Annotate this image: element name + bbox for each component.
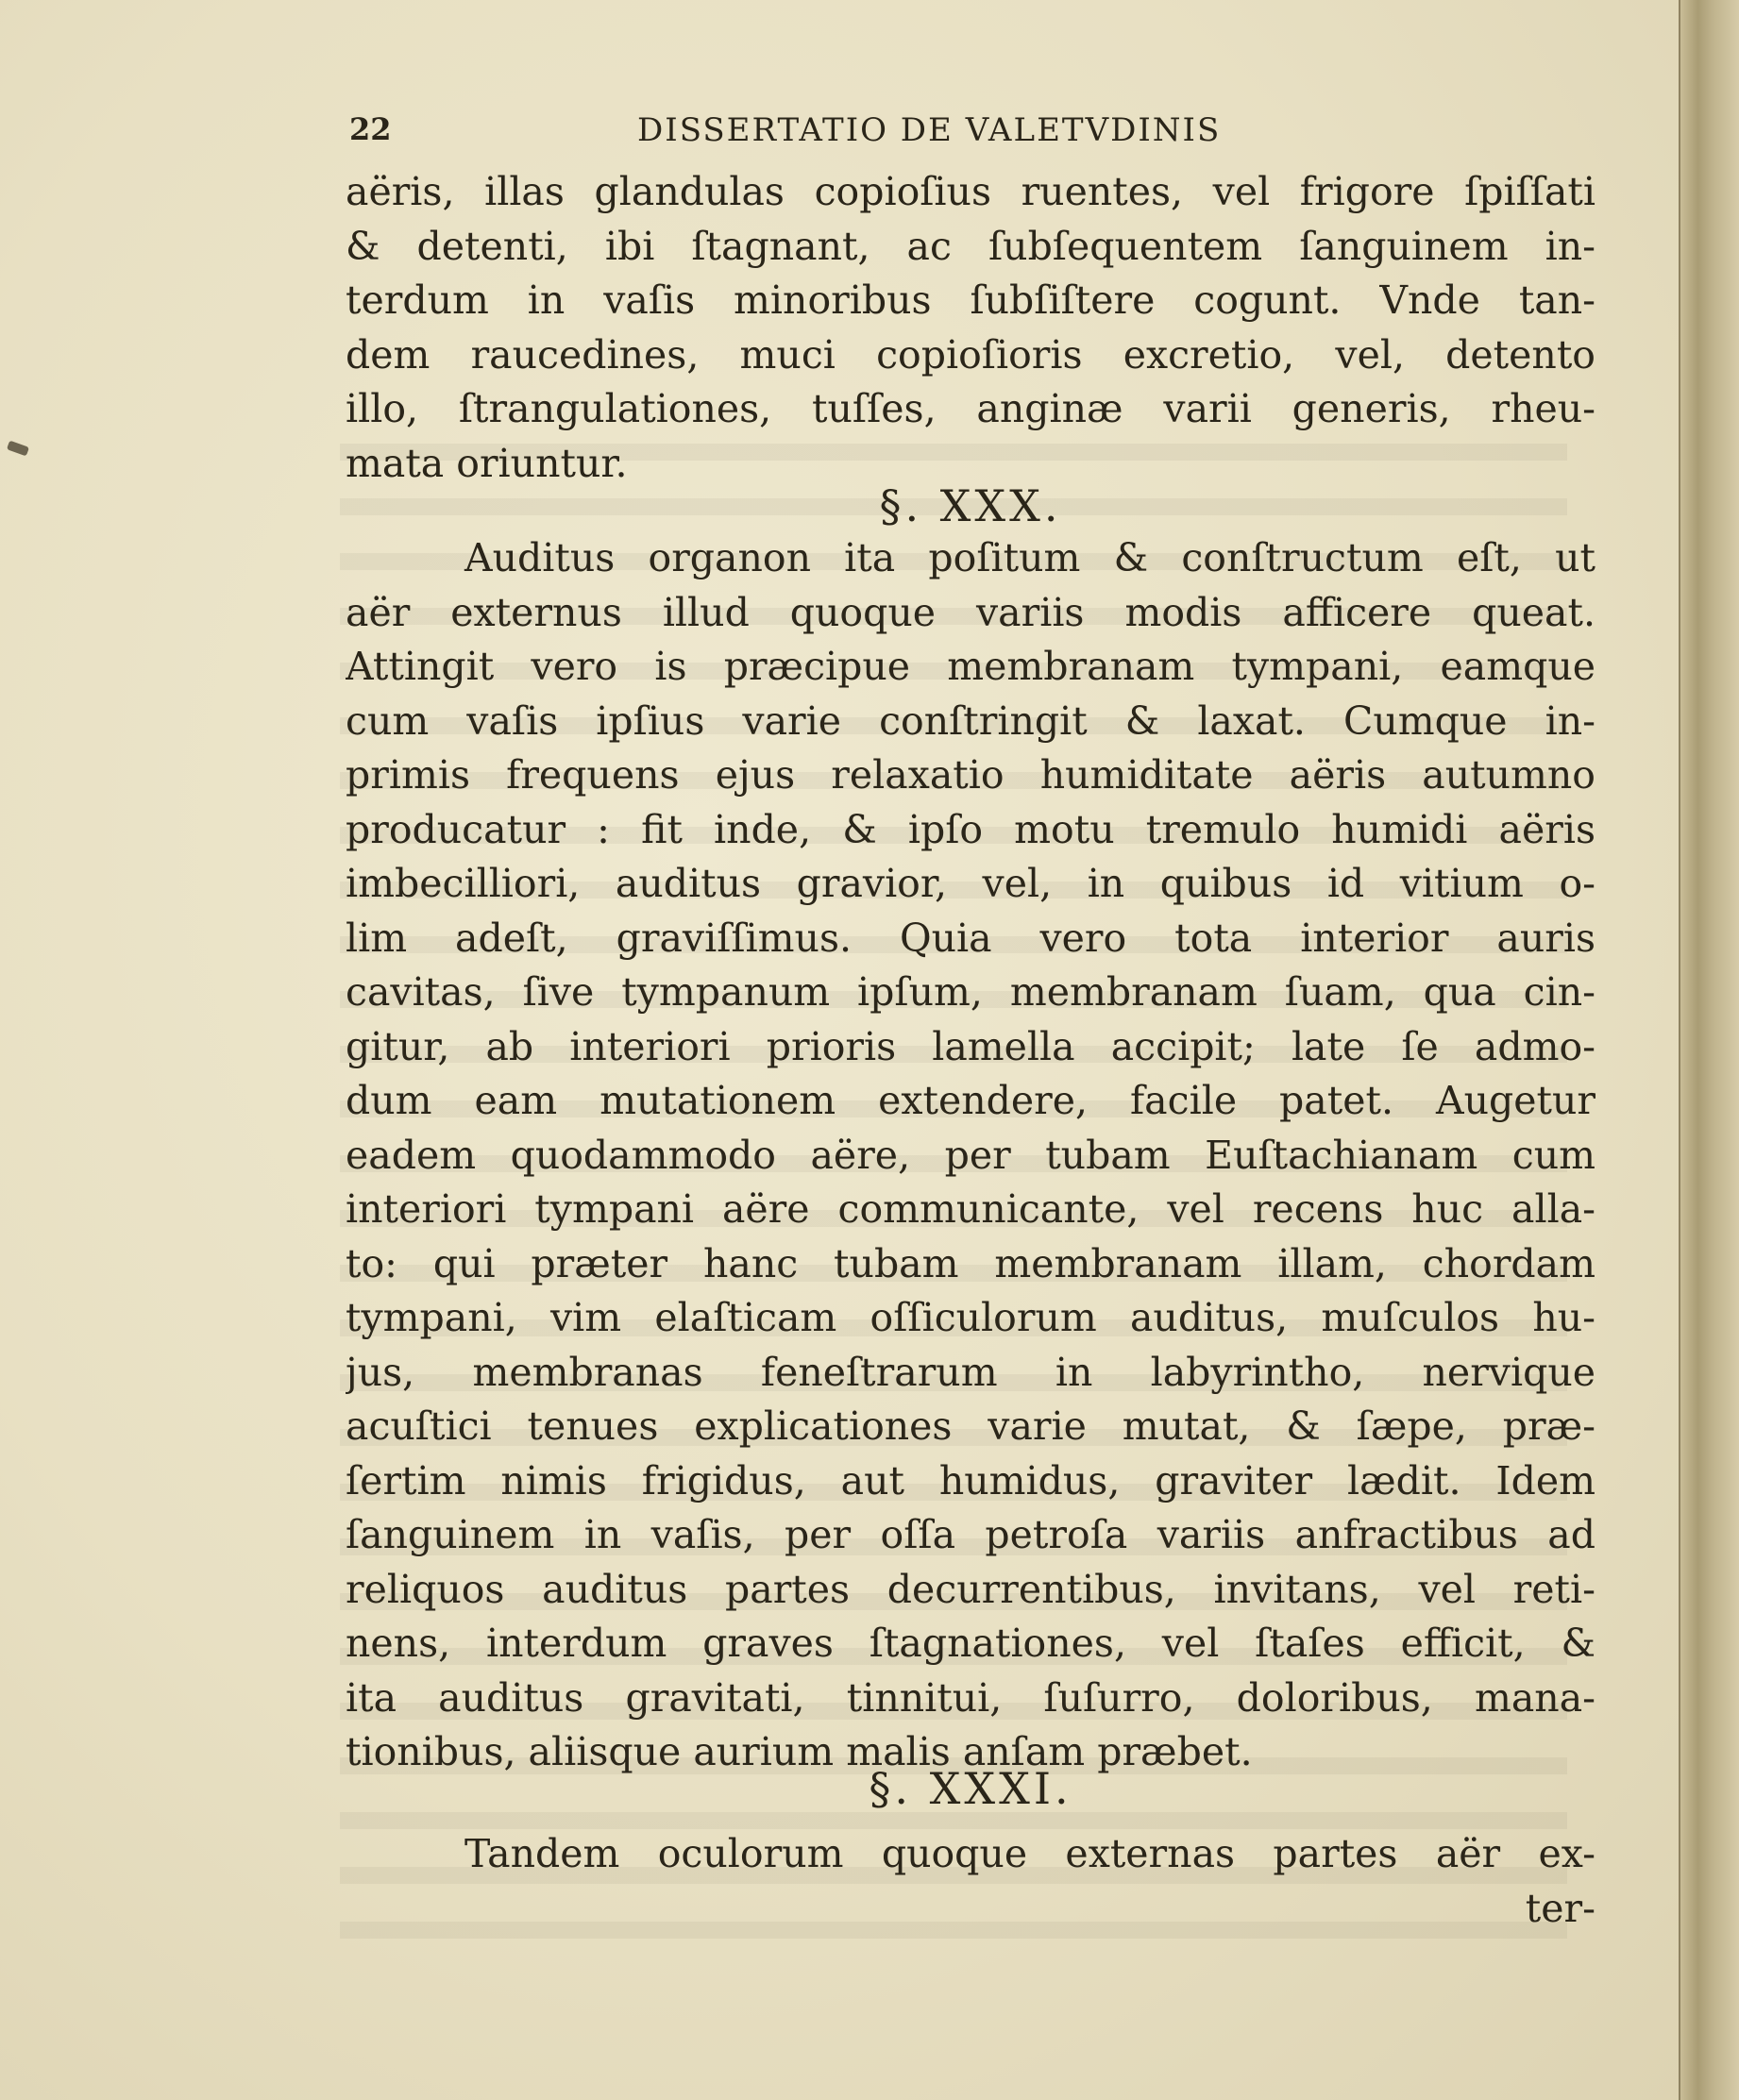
paragraph-continuation [346, 165, 1595, 491]
running-title: DISSERTATIO DE VALETVDINIS [637, 111, 1222, 149]
text-line: dum eam mutationem extendere, facile patet. Augetur [346, 1078, 1595, 1123]
text-line: ita auditus gravitati, tinnitui, ſuſurro, doloribus, mana- [346, 1674, 1595, 1721]
text-line: primis frequens ejus relaxatio humiditate aëris autumno [346, 752, 1595, 798]
text-line: ſertim nimis frigidus, aut humidus, graviter lædit. Idem [346, 1457, 1595, 1504]
text-line: Attingit vero is præcipue membranam tympani, eamque [346, 644, 1595, 689]
text-line: producatur : fit inde, & ipſo motu tremulo humidi aëris [346, 806, 1595, 852]
text-line: imbecilliori, auditus gravior, vel, in quibus id vitium o- [346, 861, 1595, 906]
text-line: aër externus illud quoque variis modis afficere queat. [346, 589, 1595, 635]
text-line: aëris, illas glandulas copioſius ruentes, vel frigore ſpiſſati [346, 169, 1595, 214]
text-line: cum vaſis ipſius varie conſtringit & laxat. Cumque in- [346, 697, 1595, 744]
text-line: Auditus organon ita poſitum & conſtructum eſt, ut [464, 535, 1595, 580]
catchword: ter- [1525, 1885, 1595, 1931]
text-line: jus, membranas feneſtrarum in labyrintho, nervique [346, 1349, 1595, 1395]
text-line: ſanguinem in vaſis, per oſſa petroſa variis anfractibus ad [346, 1512, 1595, 1557]
text-line: illo, ſtrangulationes, tuſſes, anginæ varii generis, rheu- [346, 386, 1595, 431]
text-line: cavitas, ſive tympanum ipſum, membranam ſuam, qua cin- [346, 969, 1595, 1015]
page-header [349, 104, 1331, 160]
page-number: 22 [349, 111, 392, 147]
text-line: & detenti, ibi ſtagnant, ac ſubſequentem ſanguinem in- [346, 223, 1595, 269]
section-heading-xxx: §. XXX. [879, 480, 1062, 531]
margin-smudge [7, 441, 29, 457]
text-line: terdum in vaſis minoribus ſubſiſtere cogunt. Vnde tan- [346, 277, 1595, 323]
section-heading-xxxi: §. XXXI. [869, 1763, 1072, 1814]
text-line: reliquos auditus partes decurrentibus, invitans, vel reti- [346, 1566, 1595, 1612]
book-gutter [1679, 0, 1739, 2100]
text-line: interiori tympani aëre communicante, vel recens huc alla- [346, 1186, 1595, 1232]
text-line: tympani, vim elaſticam oſſiculorum auditus, muſculos hu- [346, 1295, 1595, 1340]
text-line: lim adeſt, graviſſimus. Quia vero tota interior auris [346, 915, 1595, 961]
section-xxx-body [346, 531, 1595, 1780]
text-line: Tandem oculorum quoque externas partes aër ex- [464, 1831, 1595, 1876]
text-line: acuſtici tenues explicationes varie mutat, & ſæpe, præ- [346, 1403, 1595, 1449]
text-line: mata oriuntur. [346, 440, 628, 486]
text-line: to: qui præter hanc tubam membranam illam, chordam [346, 1240, 1595, 1286]
text-line: eadem quodammodo aëre, per tubam Euſtachianam cum [346, 1132, 1595, 1178]
section-xxxi-body [346, 1827, 1595, 1936]
text-line: gitur, ab interiori prioris lamella accipit; late ſe admo- [346, 1023, 1595, 1069]
text-line: tionibus, aliisque aurium malis anſam præbet. [346, 1729, 1253, 1774]
text-line: dem raucedines, muci copioſioris excretio, vel, detento [346, 331, 1595, 378]
text-line: nens, interdum graves ſtagnationes, vel ſtaſes efficit, & [346, 1621, 1595, 1666]
